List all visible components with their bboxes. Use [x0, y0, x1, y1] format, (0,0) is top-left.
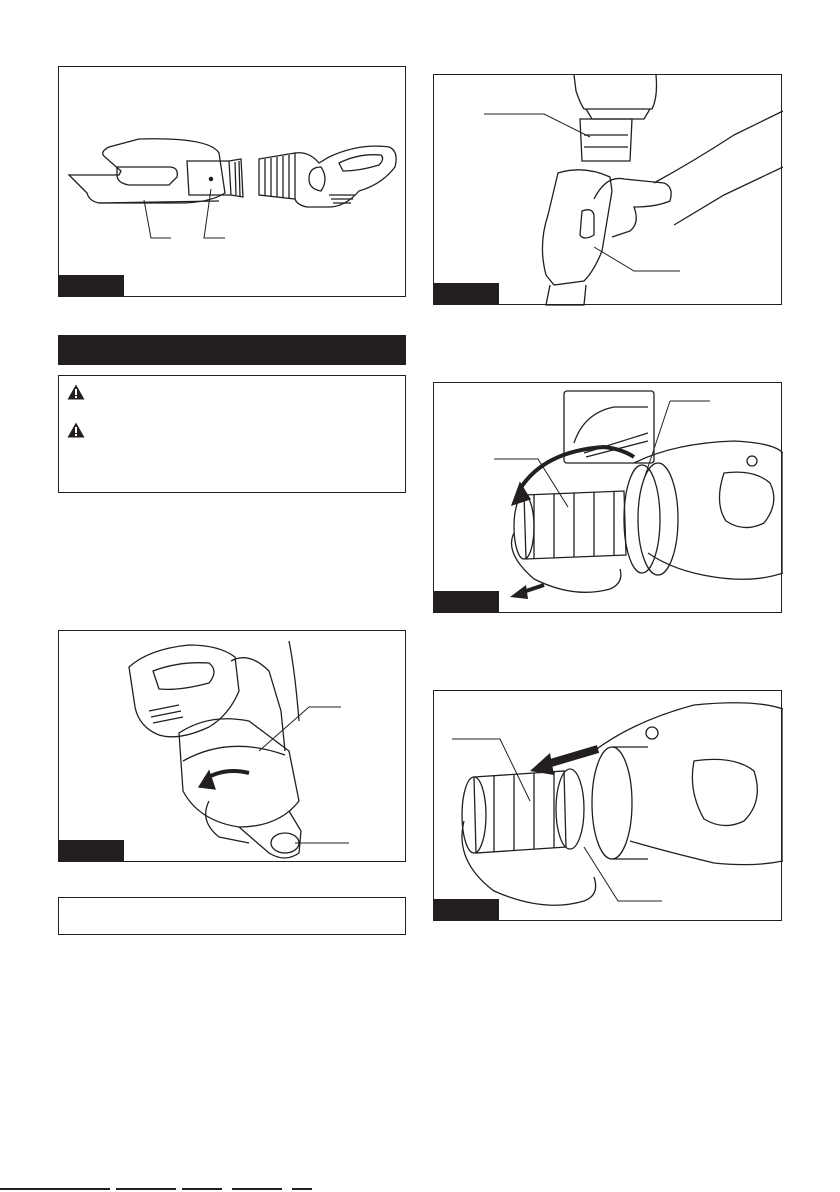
insert-filter-illustration [434, 691, 783, 922]
callout-leaders [484, 114, 680, 271]
remove-filter-illustration [59, 631, 407, 863]
pull-arrow [510, 585, 544, 599]
figure-tab [58, 840, 124, 862]
callout-leaders [259, 707, 349, 843]
warning-triangle-icon [67, 384, 85, 400]
warning-box [58, 375, 406, 493]
rotation-arrow [520, 447, 634, 489]
footer-strip [0, 1186, 840, 1192]
section-heading-bar [58, 335, 406, 365]
figure-tab [433, 591, 499, 613]
vacuum-body-drawing [574, 75, 657, 109]
vacuum-body-drawing [594, 703, 783, 865]
filter-drawing [524, 491, 626, 559]
vacuum-body-drawing [129, 645, 239, 737]
parts-illustration [59, 67, 407, 298]
hand-drawing [512, 533, 621, 592]
note-box [58, 897, 406, 935]
twist-cover-illustration [434, 383, 783, 614]
nozzle-drawing [69, 139, 225, 203]
hand-drawing [206, 641, 299, 843]
vacuum-body-drawing [259, 146, 396, 207]
remove-nozzle-illustration [434, 75, 783, 306]
vacuum-body-drawing [634, 441, 783, 579]
hand-drawing [462, 821, 596, 905]
callout-leaders [144, 189, 225, 238]
section-heading [58, 342, 68, 358]
filter-drawing [474, 771, 566, 853]
figure-tab [58, 275, 124, 297]
filter-drawing [580, 119, 632, 161]
figure-remove-nozzle [433, 74, 782, 305]
figure-twist-cover [433, 382, 782, 613]
filter-drawing [187, 159, 243, 197]
seal-ring [556, 769, 584, 849]
warning-triangle-icon [67, 422, 85, 438]
figure-insert-filter [433, 690, 782, 921]
callout-leaders [494, 401, 710, 507]
figure-remove-filter [58, 630, 406, 862]
figure-tab [433, 283, 499, 305]
hand-drawing [594, 111, 783, 237]
figure-parts-overview [58, 66, 406, 297]
figure-tab [433, 899, 499, 921]
